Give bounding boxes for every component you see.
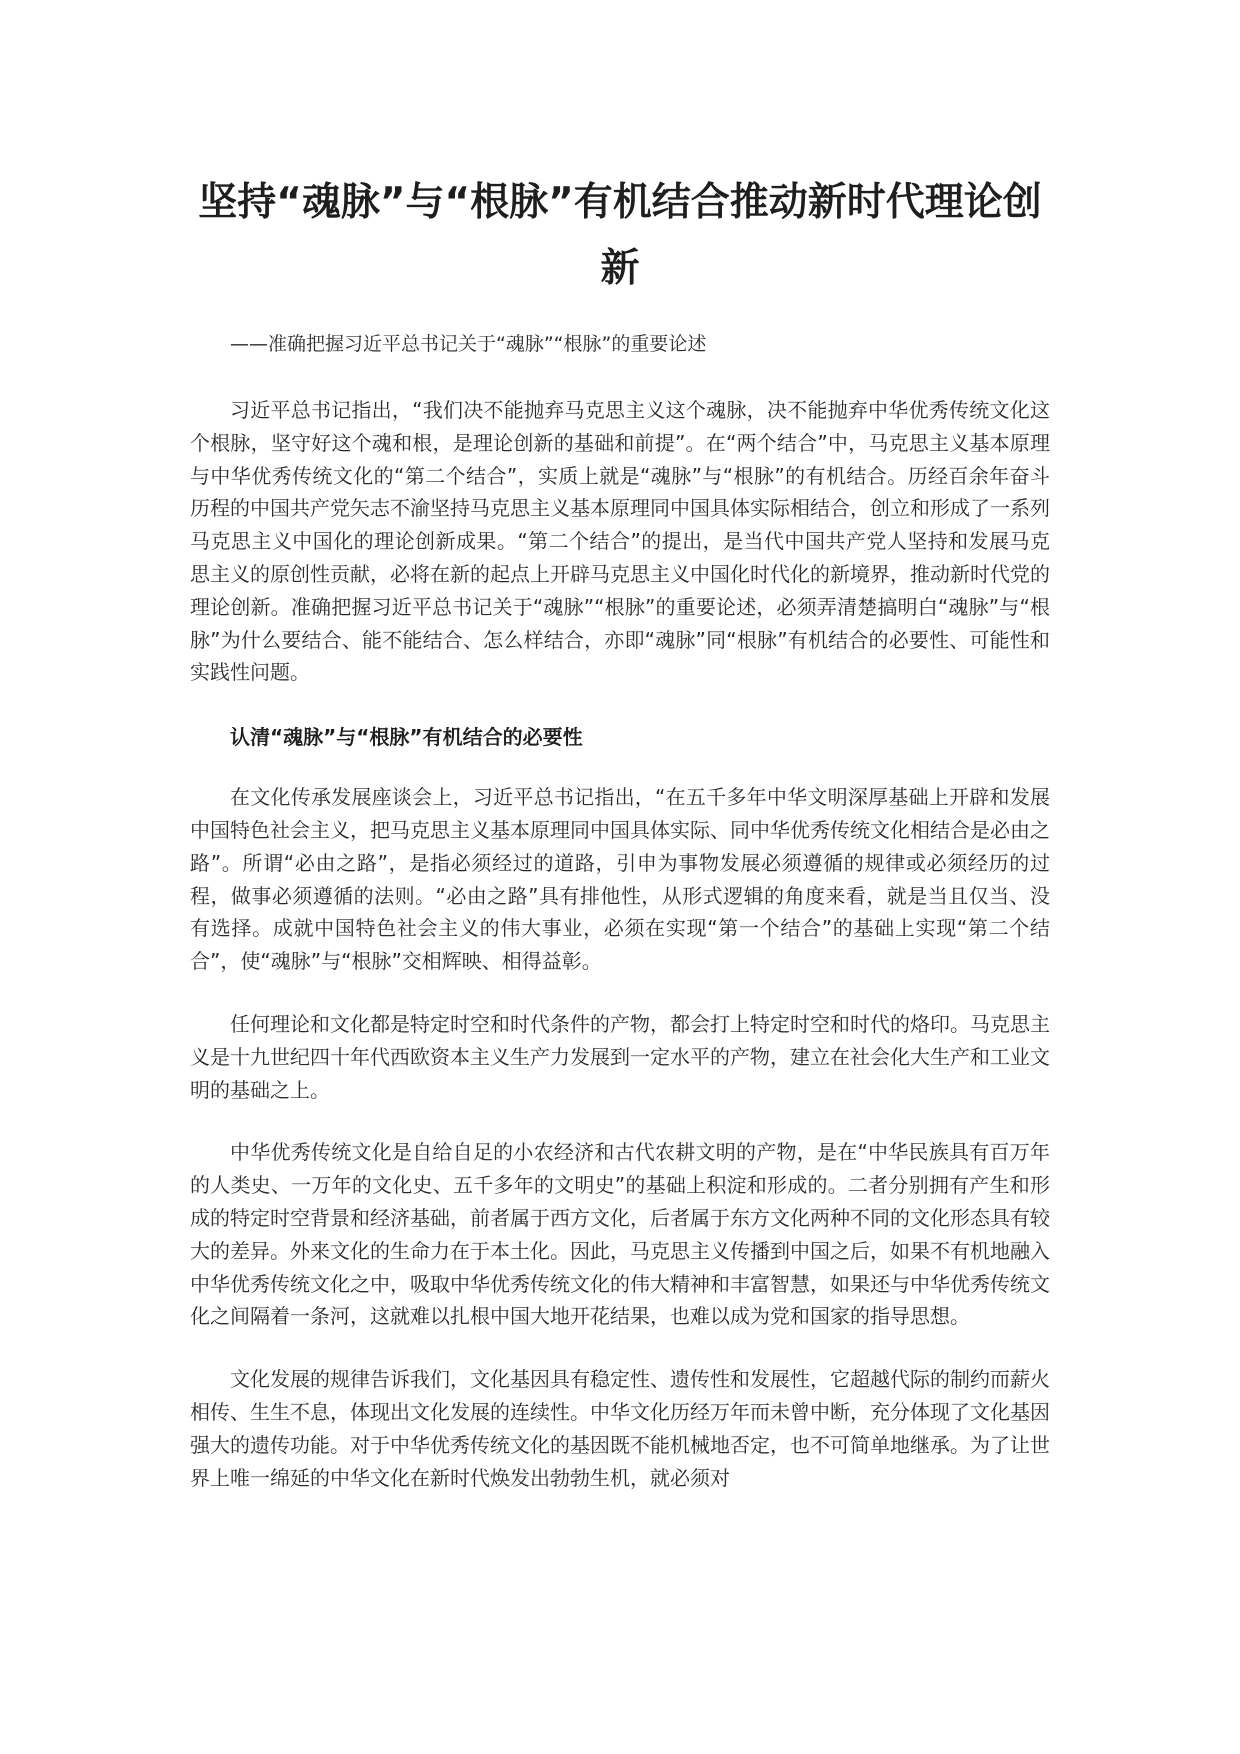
intro-paragraph: 习近平总书记指出，“我们决不能抛弃马克思主义这个魂脉，决不能抛弃中华优秀传统文化这个根脉，坚守好这个魂和根，是理论创新的基础和前提”。在“两个结合”中，马克思主义基本原理与中华优秀传统文化的“第二个结合”，实质上就是“魂脉”与“根脉”的有机结合。历经百余年奋斗历程的中国共产党矢志不渝坚持马克思主义基本原理同中国具体实际相结合，创立和形成了一系列马克思主义中国化的理论创新成果。“第二个结合”的提出，是当代中国共产党人坚持和发展马克思主义的原创性贡献，必将在新的起点上开辟马克思主义中国化时代化的新境界，推动新时代党的理论创新。准确把握习近平总书记关于“魂脉”“根脉”的重要论述，必须弄清楚搞明白“魂脉”与“根脉”为什么要结合、能不能结合、怎么样结合，亦即“魂脉”同“根脉”有机结合的必要性、可能性和实践性问题。 (190, 398, 1050, 685)
section-heading: 认清“魂脉”与“根脉”有机结合的必要性 (230, 725, 583, 750)
article-title: 坚持“魂脉”与“根脉”有机结合推动新时代理论创新 (198, 180, 1042, 291)
body-paragraph-2: 任何理论和文化都是特定时空和时代条件的产物，都会打上特定时空和时代的烙印。马克思主义是十九世纪四十年代西欧资本主义生产力发展到一定水平的产物，建立在社会化大生产和工业文明的基础之上。 (190, 1011, 1050, 1102)
body-paragraph-1: 在文化传承发展座谈会上，习近平总书记指出，“在五千多年中华文明深厚基础上开辟和发展中国特色社会主义，把马克思主义基本原理同中国具体实际、同中华优秀传统文化相结合是必由之路”。所谓“必由之路”，是指必须经过的道路，引申为事物发展必须遵循的规律或必须经历的过程，做事必须遵循的法则。“必由之路”具有排他性，从形式逻辑的角度来看，就是当且仅当、没有选择。成就中国特色社会主义的伟大事业，必须在实现“第一个结合”的基础上实现“第二个结合”，使“魂脉”与“根脉”交相辉映、相得益彰。 (190, 785, 1050, 974)
body-paragraph-3: 中华优秀传统文化是自给自足的小农经济和古代农耕文明的产物，是在“中华民族具有百万年的人类史、一万年的文化史、五千多年的文明史”的基础上积淀和形成的。二者分别拥有产生和形成的特定时空背景和经济基础，前者属于西方文化，后者属于东方文化两种不同的文化形态具有较大的差异。外来文化的生命力在于本土化。因此，马克思主义传播到中国之后，如果不有机地融入中华优秀传统文化之中，吸取中华优秀传统文化的伟大精神和丰富智慧，如果还与中华优秀传统文化之间隔着一条河，这就难以扎根中国大地开花结果，也难以成为党和国家的指导思想。 (190, 1140, 1050, 1329)
article-subtitle: ——准确把握习近平总书记关于“魂脉”“根脉”的重要论述 (230, 333, 707, 355)
body-paragraph-4: 文化发展的规律告诉我们，文化基因具有稳定性、遗传性和发展性，它超越代际的制约而薪火相传、生生不息，体现出文化发展的连续性。中华文化历经万年而未曾中断，充分体现了文化基因强大的遗传功能。对于中华优秀传统文化的基因既不能机械地否定，也不可简单地继承。为了让世界上唯一绵延的中华文化在新时代焕发出勃勃生机，就必须对 (190, 1367, 1050, 1490)
